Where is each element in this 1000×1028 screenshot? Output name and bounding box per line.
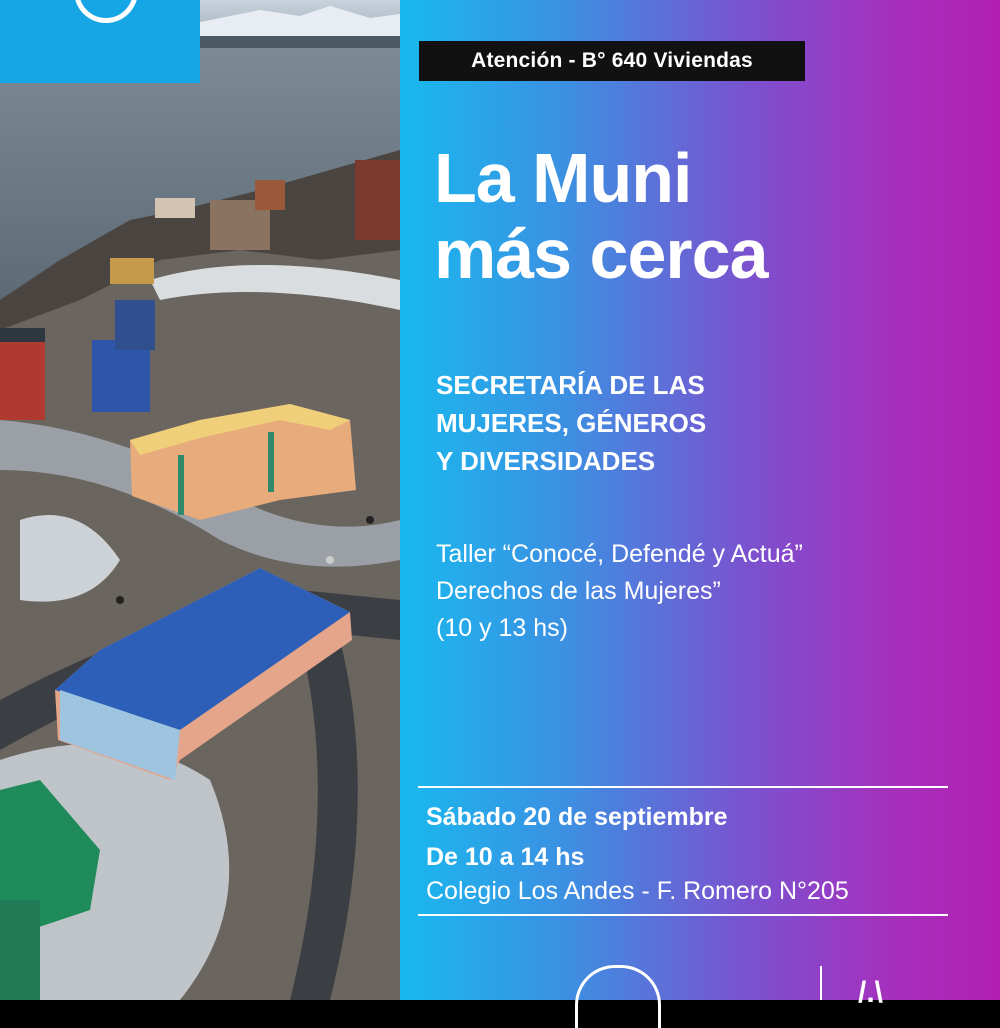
- attention-badge: Atención - B° 640 Viviendas: [419, 41, 805, 81]
- divider-top: [418, 786, 948, 788]
- workshop-line-3: (10 y 13 hs): [436, 614, 569, 642]
- event-date: Sábado 20 de septiembre: [426, 803, 728, 831]
- circle-logo-icon: [74, 0, 138, 23]
- headline-line-1: La Muni: [434, 139, 692, 217]
- secretaria-line-2: MUJERES, GÉNEROS: [436, 408, 707, 438]
- headline: [434, 140, 768, 292]
- workshop-line-2: Derechos de las Mujeres”: [436, 577, 721, 605]
- ushuaia-logo-icon: /.\: [858, 976, 884, 1009]
- workshop-line-1: Taller “Conocé, Defendé y Actuá”: [436, 540, 803, 568]
- event-when: [426, 797, 728, 877]
- event-time: De 10 a 14 hs: [426, 843, 585, 871]
- secretaria-line-3: Y DIVERSIDADES: [436, 446, 656, 476]
- headline-line-2: más cerca: [434, 215, 768, 293]
- aerial-photo: [0, 0, 400, 1000]
- workshop-info: [436, 536, 803, 647]
- top-left-banner: [0, 0, 200, 83]
- logo-divider: [820, 966, 822, 1000]
- secretaria-line-1: SECRETARÍA DE LAS: [436, 370, 705, 400]
- event-address: Colegio Los Andes - F. Romero N°205: [426, 877, 849, 905]
- secretaria-name: [436, 366, 706, 480]
- divider-bottom: [418, 914, 948, 916]
